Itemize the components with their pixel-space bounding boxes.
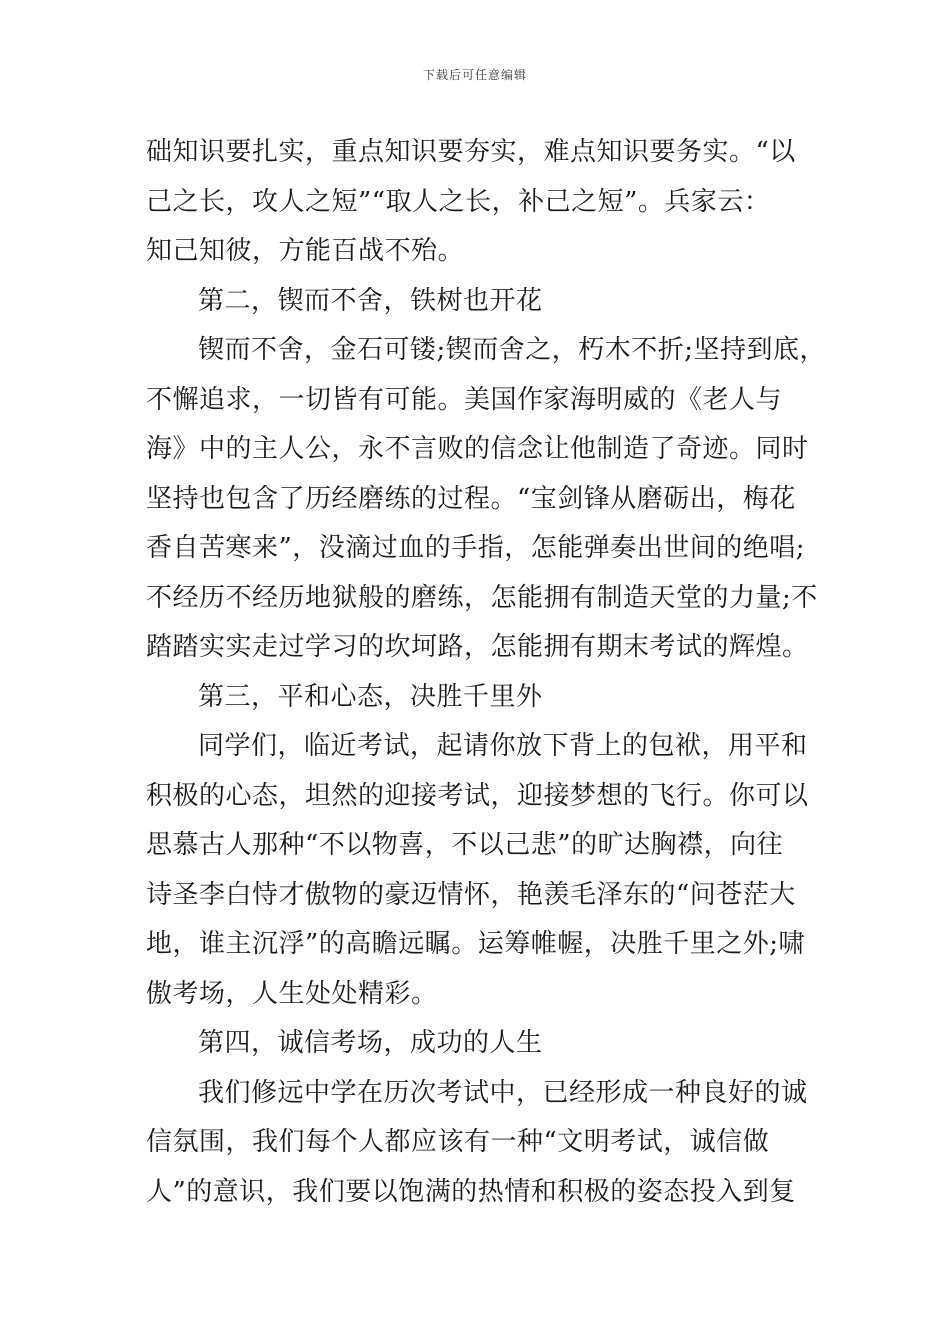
text-line: 知己知彼，方能百战不殆。	[146, 236, 465, 266]
section-heading-2: 第二，锲而不舍，铁树也开花	[198, 285, 543, 316]
section-heading-3: 第三，平和心态，决胜千里外	[198, 681, 543, 712]
text-line: 信氛围，我们每个人都应该有一种“文明考试，诚信做	[146, 1127, 770, 1157]
text-line: 人”的意识，我们要以饱满的热情和积极的姿态投入到复	[146, 1176, 796, 1207]
text-line: 础知识要扎实，重点知识要夯实，难点知识要务实。“以	[146, 137, 796, 167]
text-line: 不懈追求，一切皆有可能。美国作家海明威的《老人与	[146, 384, 783, 415]
text-line: 己之长，攻人之短”“取人之长，补己之短”。兵家云：	[146, 186, 771, 217]
text-line: 傲考场，人生处处精彩。	[146, 978, 438, 1009]
text-line: 海》中的主人公，永不言败的信念让他制造了奇迹。同时	[146, 434, 809, 464]
text-line: 踏踏实实走过学习的坎坷路，怎能拥有期末考试的辉煌。	[146, 632, 809, 662]
text-line: 地，谁主沉浮”的高瞻远瞩。运筹帷幄，决胜千里之外;啸	[146, 929, 806, 959]
text-line: 思慕古人那种“不以物喜，不以己悲”的旷达胸襟，向往	[146, 830, 784, 860]
text-line: 我们修远中学在历次考试中，已经形成一种良好的诚	[198, 1077, 808, 1108]
document-body	[146, 128, 827, 1217]
text-line: 同学们，临近考试，起请你放下背上的包袱，用平和	[198, 731, 808, 761]
text-line: 诗圣李白恃才傲物的豪迈情怀，艳羡毛泽东的“问苍茫大	[146, 879, 796, 910]
page-header: 下载后可任意编辑	[422, 68, 527, 82]
text-line: 香自苦寒来”，没滴过血的手指，怎能弹奏出世间的绝唱;	[146, 533, 806, 563]
section-heading-4: 第四，诚信考场，成功的人生	[198, 1028, 543, 1058]
text-line: 锲而不舍，金石可镂;锲而舍之，朽木不折;坚持到底，	[198, 335, 827, 365]
text-line: 不经历不经历地狱般的磨练，怎能拥有制造天堂的力量;不	[146, 582, 818, 613]
text-line: 坚持也包含了历经磨练的过程。“宝剑锋从磨砺出，梅花	[146, 483, 796, 514]
text-line: 积极的心态，坦然的迎接考试，迎接梦想的飞行。你可以	[146, 780, 809, 811]
